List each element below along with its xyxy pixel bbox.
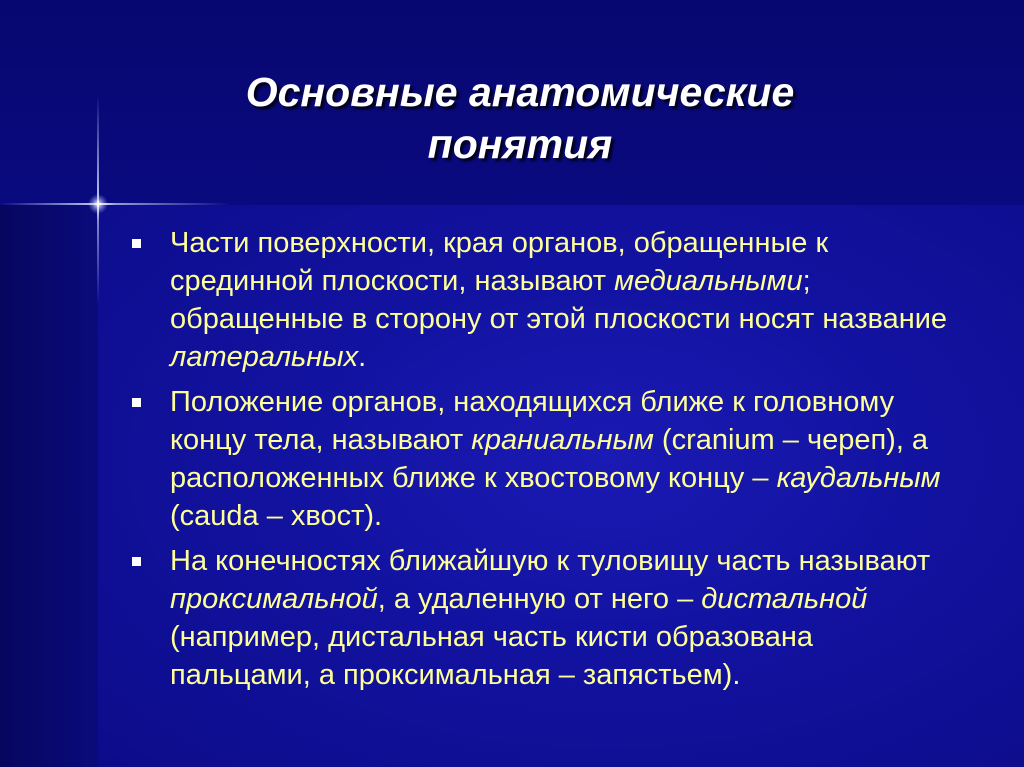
- sparkle-horizontal-ray: [0, 203, 230, 205]
- term-distal: дистальной: [701, 583, 868, 615]
- square-bullet-icon: [132, 239, 141, 248]
- square-bullet-icon: [132, 398, 141, 407]
- bullet-text: (например, дистальная часть кисти образована пальцами, а проксимальная – запястьем).: [170, 621, 814, 691]
- left-band: [0, 205, 98, 767]
- bullet-text: Положение органов, находящихся ближе к головному концу тела, называют: [170, 386, 895, 456]
- bullet-text: На конечностях ближайшую к туловищу часть называют: [170, 545, 931, 577]
- slide-title: [150, 66, 890, 170]
- term-medial: медиальными: [614, 265, 803, 297]
- bullet-text: .: [358, 341, 367, 373]
- sparkle-star-icon: [88, 194, 108, 214]
- bullet-item-medial-lateral: [128, 224, 948, 376]
- term-lateral: латеральных: [170, 341, 359, 373]
- slide-title-line-2: понятия: [427, 121, 613, 167]
- term-proximal: проксимальной: [170, 583, 378, 615]
- bullet-list: [128, 224, 948, 701]
- bullet-item-cranial-caudal: [128, 383, 948, 535]
- term-caudal: каудальным: [776, 462, 941, 494]
- bullet-item-proximal-distal: [128, 542, 948, 694]
- term-cranial: краниальным: [471, 424, 654, 456]
- bullet-text: ; обращенные в сторону от этой плоскости носят название: [170, 265, 948, 335]
- bullet-text: , а удаленную от него –: [377, 583, 702, 615]
- bullet-text: (cauda – хвост).: [170, 500, 383, 532]
- bullet-text: (cranium – череп), а расположенных ближе к хвостовому концу –: [170, 424, 929, 494]
- slide-title-line-1: Основные анатомические: [245, 69, 795, 115]
- square-bullet-icon: [132, 557, 141, 566]
- bullet-text: Части поверхности, края органов, обращенные к срединной плоскости, называют: [170, 227, 829, 297]
